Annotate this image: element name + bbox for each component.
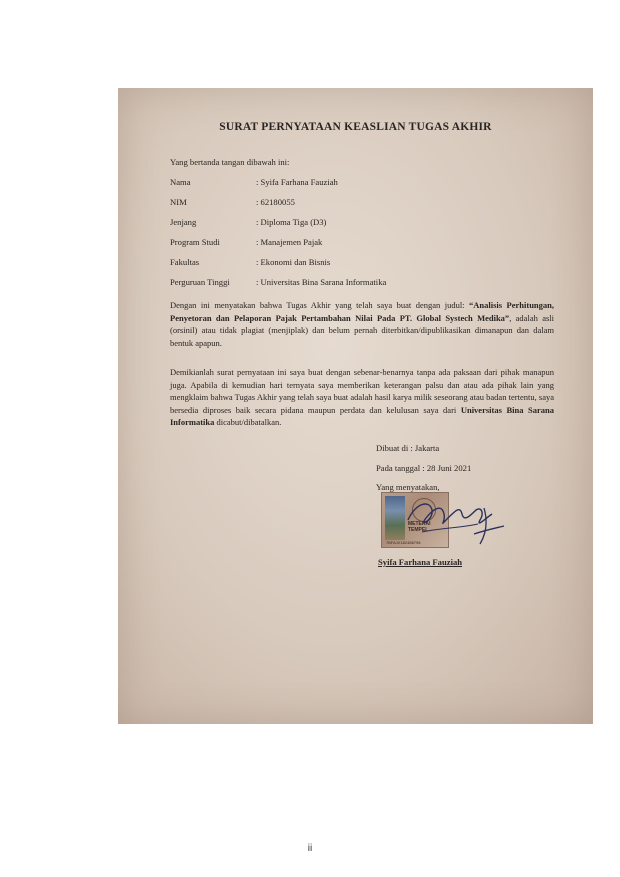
signature-date: Pada tanggal : 28 Juni 2021 — [376, 463, 472, 473]
field-label-jenjang: Jenjang — [170, 217, 197, 227]
field-label-program-studi: Program Studi — [170, 237, 220, 247]
field-value-nim: : 62180055 — [256, 197, 295, 207]
signature-place: Dibuat di : Jakarta — [376, 443, 440, 453]
signature-closing: Yang menyatakan, — [376, 482, 440, 492]
university-name-bold: Universitas Bina Sarana Informatika — [170, 404, 555, 428]
statement-paragraph-1 — [170, 299, 554, 349]
field-value-perguruan-tinggi: : Universitas Bina Sarana Informatika — [256, 277, 387, 287]
field-value-nama: : Syifa Farhana Fauziah — [256, 177, 338, 187]
paragraph-1-rest: , adalah asli (orsinil) atau tidak plagiat (menjiplak) dan belum pernah diterbitkan/dipublikasikan dimanapun dan dalam bentuk apapun. — [170, 312, 554, 348]
page-number: ii — [307, 843, 313, 854]
stamp-label: METERAI TEMPEL — [408, 521, 431, 533]
paragraph-2-lead: Demikianlah surat pernyataan ini saya buat dengan sebenar-benarnya tanpa ada paksaan dari pihak manapun juga. Apabila di kemudian hari ternyata saya memberikan keterangan palsu dan atau ada pihak lain yang mengklaim bahwa Tugas Akhir yang telah saya buat adalah hasil karya milik seseorang atau badan tertentu, saya bersedia diproses baik secara pidana maupun perdata dan kelulusan saya dari — [170, 367, 554, 415]
intro-text: Yang bertanda tangan dibawah ini: — [170, 157, 290, 167]
field-label-fakultas: Fakultas — [170, 257, 200, 267]
paragraph-2-rest: dicabut/dibatalkan. — [214, 417, 282, 428]
statement-sheet — [118, 88, 593, 724]
signatory-name: Syifa Farhana Fauziah — [378, 557, 463, 567]
paragraph-1-lead: Dengan ini menyatakan bahwa Tugas Akhir yang telah saya buat dengan judul: — [170, 300, 470, 310]
field-label-nama: Nama — [170, 177, 191, 187]
field-value-fakultas: : Ekonomi dan Bisnis — [256, 257, 331, 267]
field-label-nim: NIM — [170, 197, 187, 207]
field-value-program-studi: : Manajemen Pajak — [256, 237, 323, 247]
statement-paragraph-2 — [170, 366, 554, 429]
document-title: SURAT PERNYATAAN KEASLIAN TUGAS AKHIR — [219, 121, 492, 133]
handwritten-signature-icon — [400, 488, 510, 548]
thesis-title: “Analisis Perhitungan, Penyetoran dan Pelaporan Pajak Pertambahan Nilai Pada PT. Global Systech Medika” — [170, 300, 555, 323]
field-value-jenjang: : Diploma Tiga (D3) — [256, 217, 327, 227]
document-photo — [118, 88, 593, 724]
field-label-perguruan-tinggi: Perguruan Tinggi — [170, 277, 230, 287]
stamp-code: 7BFAJX182486798 — [386, 540, 421, 545]
